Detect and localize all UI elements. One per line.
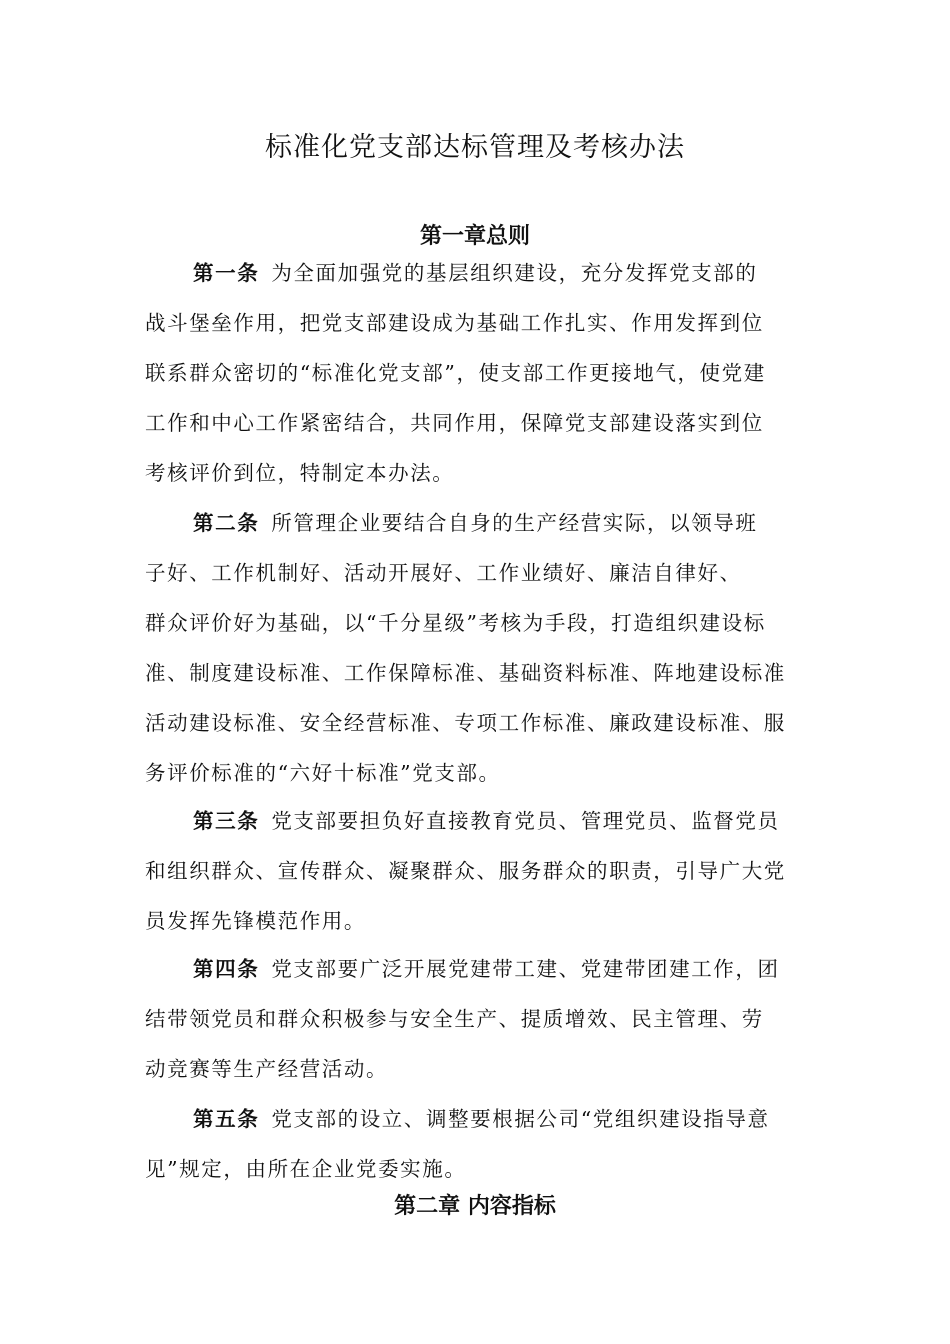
article-text: 党支部要广泛开展党建带工建、党建带团建工作，团 (271, 957, 780, 981)
article-line: 见”规定，由所在企业党委实施。 (145, 1157, 467, 1181)
article-4 (145, 944, 815, 1094)
article-number: 第二条 (193, 511, 260, 535)
article-line (145, 1094, 815, 1144)
article-number: 第一条 (193, 261, 260, 285)
article-line: 联系群众密切的“标准化党支部”，使支部工作更接地气，使党建 (145, 361, 766, 385)
article-1 (145, 248, 815, 498)
article-line: 考核评价到位，特制定本办法。 (145, 461, 455, 485)
article-number: 第四条 (193, 957, 260, 981)
article-number: 第五条 (193, 1107, 260, 1131)
chapter-heading-2: 第二章 内容指标 (394, 1194, 556, 1219)
article-line: 结带领党员和群众积极参与安全生产、提质增效、民主管理、劳 (145, 1007, 764, 1031)
article-5 (145, 1094, 815, 1194)
article-line: 和组织群众、宣传群众、凝聚群众、服务群众的职责，引导广大党 (145, 859, 786, 883)
article-line: 战斗堡垒作用，把党支部建设成为基础工作扎实、作用发挥到位 (145, 311, 764, 335)
article-text: 党支部的设立、调整要根据公司“党组织建设指导意 (271, 1107, 770, 1131)
chapter-heading-1: 第一章总则 (419, 224, 530, 249)
article-text: 党支部要担负好直接教育党员、管理党员、监督党员 (271, 809, 780, 833)
article-line (145, 796, 815, 846)
article-line: 动竞赛等生产经营活动。 (145, 1057, 389, 1081)
document-title: 标准化党支部达标管理及考核办法 (265, 132, 685, 163)
article-line (145, 944, 815, 994)
article-text: 所管理企业要结合自身的生产经营实际，以领导班 (271, 511, 758, 535)
article-line: 务评价标准的“六好十标准”党支部。 (145, 761, 501, 785)
article-line: 员发挥先锋模范作用。 (145, 909, 366, 933)
article-line (145, 248, 815, 298)
article-line: 群众评价好为基础，以“千分星级”考核为手段，打造组织建设标 (145, 611, 766, 635)
article-text: 为全面加强党的基层组织建设，充分发挥党支部的 (271, 261, 758, 285)
article-line: 子好、工作机制好、活动开展好、工作业绩好、廉洁自律好、 (145, 561, 742, 585)
article-3 (145, 796, 815, 946)
article-number: 第三条 (193, 809, 260, 833)
article-line: 活动建设标准、安全经营标准、专项工作标准、廉政建设标准、服 (145, 711, 786, 735)
article-line (145, 498, 815, 548)
article-line: 准、制度建设标准、工作保障标准、基础资料标准、阵地建设标准 (145, 661, 786, 685)
article-2 (145, 498, 815, 798)
article-line: 工作和中心工作紧密结合，共同作用，保障党支部建设落实到位 (145, 411, 764, 435)
